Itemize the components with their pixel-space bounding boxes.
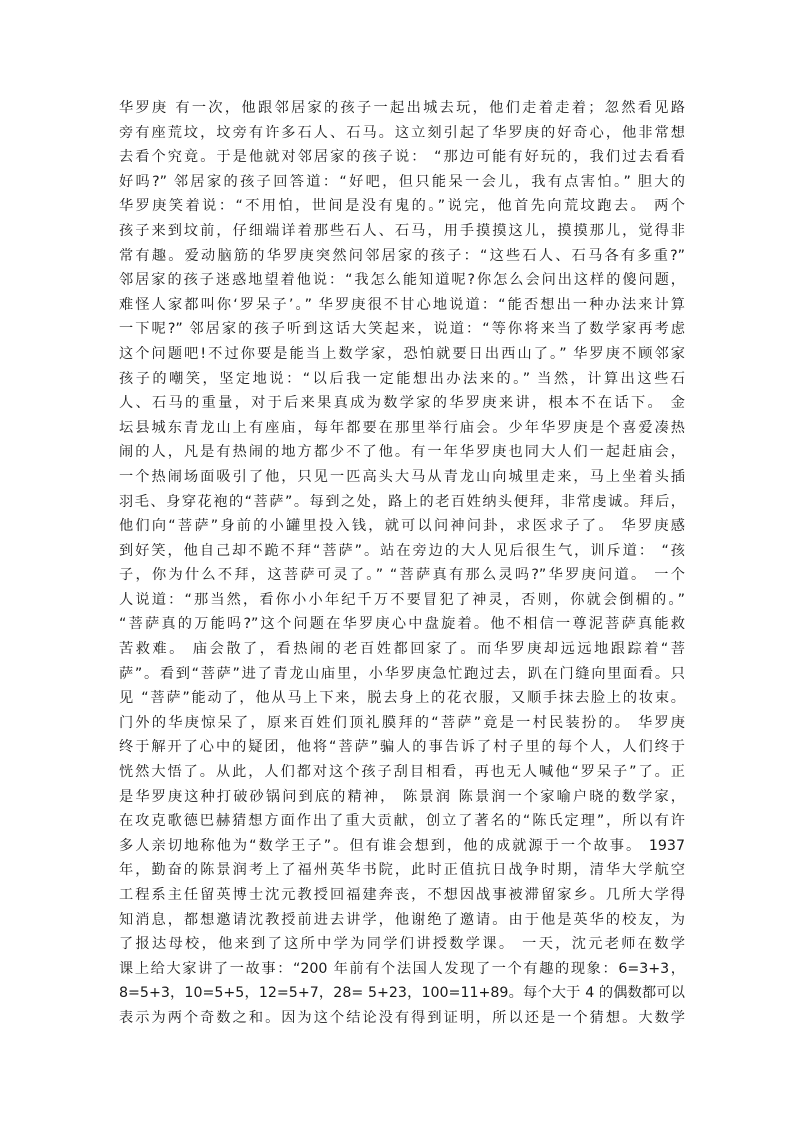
text-line: 羽毛、身穿花袍的“菩萨”。每到之处，路上的老百姓纳头便拜，非常虔诚。拜后， <box>119 493 685 510</box>
text-line: 孩子来到坟前，仔细端详着那些石人、石马，用手摸摸这儿，摸摸那儿，觉得非 <box>119 222 685 239</box>
text-line: 8=5+3，10=5+5，12=5+7，28= 5+23，100=11+89。每个大于 4 的偶数都可以 <box>119 985 685 1002</box>
text-line: 表示为两个奇数之和。因为这个结论没有得到证明，所以还是一个猜想。大数学 <box>119 1009 685 1026</box>
text-line: 子，你为什么不拜，这菩萨可灵了。” “菩萨真有那么灵吗?”华罗庚问道。 一个 <box>119 567 685 584</box>
text-line: 恍然大悟了。从此，人们都对这个孩子刮目相看，再也无人喊他“罗呆子”了。正 <box>119 764 685 781</box>
text-line: 人说道：“那当然，看你小小年纪千万不要冒犯了神灵，否则，你就会倒楣的。” <box>119 591 685 608</box>
text-line: 到好笑，他自己却不跪不拜“菩萨”。站在旁边的大人见后很生气，训斥道： “孩 <box>119 542 685 559</box>
text-line: 见 “菩萨”能动了，他从马上下来，脱去身上的花衣服，又顺手抹去脸上的妆束。 <box>119 690 685 707</box>
text-line: 华罗庚笑着说：“不用怕，世间是没有鬼的。”说完，他首先向荒坟跑去。 两个 <box>119 198 685 215</box>
text-line: 一下呢?” 邻居家的孩子听到这话大笑起来，说道：“等你将来当了数学家再考虑 <box>119 321 685 338</box>
text-line: 他们向“菩萨”身前的小罐里投入钱，就可以问神问卦，求医求子了。 华罗庚感 <box>119 518 685 535</box>
text-line: 在攻克歌德巴赫猜想方面作出了重大贡献，创立了著名的“陈氏定理”，所以有许 <box>119 813 685 830</box>
text-line: 终于解开了心中的疑团，他将“菩萨”骗人的事告诉了村子里的每个人，人们终于 <box>119 739 685 756</box>
text-line: 好吗?” 邻居家的孩子回答道：“好吧，但只能呆一会儿，我有点害怕。” 胆大的 <box>119 173 685 190</box>
text-line: 一个热闹场面吸引了他，只见一匹高头大马从青龙山向城里走来，马上坐着头插 <box>119 468 685 485</box>
text-line: 知消息，都想邀请沈教授前进去讲学，他谢绝了邀请。由于他是英华的校友，为 <box>119 911 685 928</box>
text-line: 苦救难。 庙会散了，看热闹的老百姓都回家了。而华罗庚却远远地跟踪着“菩 <box>119 641 685 658</box>
text-line: 难怪人家都叫你‘罗呆子’。” 华罗庚很不甘心地说道：“能否想出一种办法来计算 <box>119 296 685 313</box>
text-line: 常有趣。爱动脑筋的华罗庚突然问邻居家的孩子：“这些石人、石马各有多重?” <box>119 247 685 264</box>
text-line: 萨”。看到“菩萨”进了青龙山庙里，小华罗庚急忙跑过去，趴在门缝向里面看。只 <box>119 665 685 682</box>
text-line: 多人亲切地称他为“数学王子”。但有谁会想到，他的成就源于一个故事。 1937 <box>119 837 685 854</box>
text-line: 坛县城东青龙山上有座庙，每年都要在那里举行庙会。少年华罗庚是个喜爱凑热 <box>119 419 685 436</box>
text-line: 这个问题吧!不过你要是能当上数学家，恐怕就要日出西山了。” 华罗庚不顾邻家 <box>119 345 685 362</box>
text-line: 是华罗庚这种打破砂锅问到底的精神， 陈景润 陈景润一个家喻户晓的数学家， <box>119 788 685 805</box>
text-line: “菩萨真的万能吗?”这个问题在华罗庚心中盘旋着。他不相信一尊泥菩萨真能救 <box>119 616 685 633</box>
text-line: 孩子的嘲笑，坚定地说：“以后我一定能想出办法来的。” 当然，计算出这些石 <box>119 370 685 387</box>
body-text <box>119 96 685 1031</box>
text-line: 门外的华庚惊呆了，原来百姓们顶礼膜拜的“菩萨”竟是一村民装扮的。 华罗庚 <box>119 714 685 731</box>
text-line: 闹的人，凡是有热闹的地方都少不了他。有一年华罗庚也同大人们一起赶庙会， <box>119 444 685 461</box>
text-line: 旁有座荒坟，坟旁有许多石人、石马。这立刻引起了华罗庚的好奇心，他非常想 <box>119 124 685 141</box>
text-line: 课上给大家讲了一故事：“200 年前有个法国人发现了一个有趣的现象：6=3+3， <box>119 960 685 977</box>
text-line: 华罗庚 有一次，他跟邻居家的孩子一起出城去玩，他们走着走着；忽然看见路 <box>119 100 685 116</box>
text-line: 邻居家的孩子迷惑地望着他说：“我怎么能知道呢?你怎么会问出这样的傻问题， <box>119 272 685 289</box>
text-line: 人、石马的重量，对于后来果真成为数学家的华罗庚来讲，根本不在话下。 金 <box>119 395 685 412</box>
text-line: 去看个究竟。于是他就对邻居家的孩子说： “那边可能有好玩的，我们过去看看 <box>119 149 685 166</box>
text-line: 工程系主任留英博士沈元教授回福建奔丧，不想因战事被滞留家乡。几所大学得 <box>119 887 685 903</box>
text-line: 了报达母校，他来到了这所中学为同学们讲授数学课。 一天，沈元老师在数学 <box>119 936 685 953</box>
text-line: 年，勤奋的陈景润考上了福州英华书院，此时正值抗日战争时期，清华大学航空 <box>119 862 685 879</box>
